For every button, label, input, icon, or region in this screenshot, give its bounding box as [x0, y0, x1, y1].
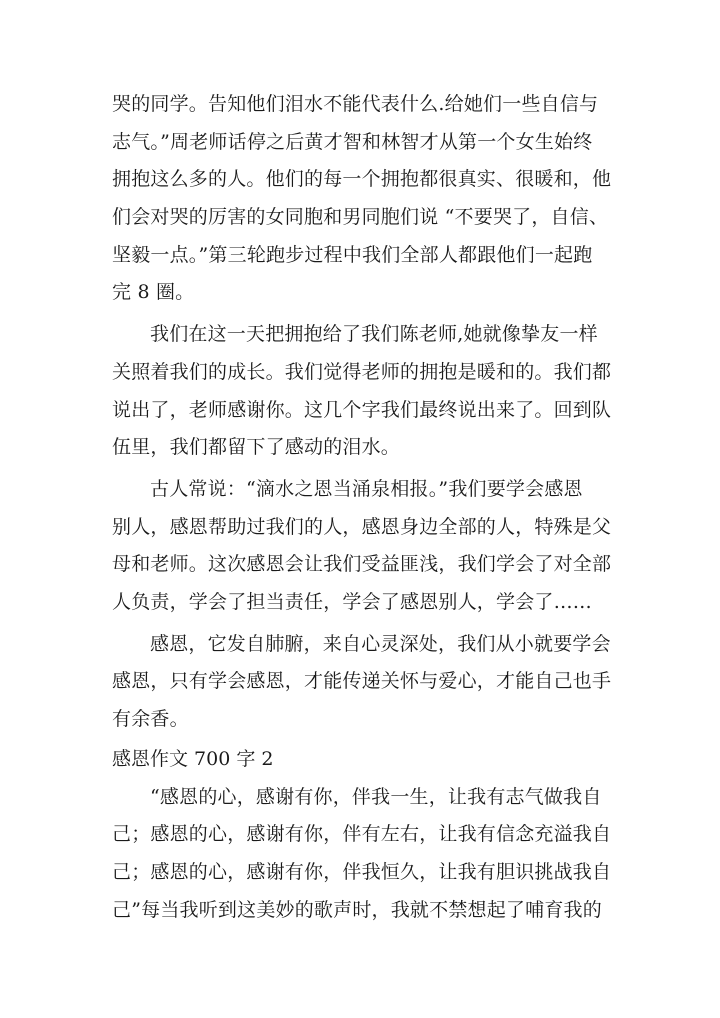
text-line: 人负责，学会了担当责任，学会了感恩别人，学会了…… [112, 590, 593, 613]
paragraph-5 [112, 779, 612, 930]
text-line: 母和老师。这次感恩会让我们受益匪浅，我们学会了对全部 [112, 553, 612, 576]
text-line: 完 8 圈。 [112, 281, 195, 304]
text-line: 拥抱这么多的人。他们的每一个拥抱都很真实、很暖和，他 [112, 168, 612, 191]
section-heading: 感恩作文 700 字 2 [112, 747, 274, 770]
text-line: 说出了，老师感谢你。这几个字我们最终说出来了。回到队 [112, 398, 612, 421]
text-line: 己；感恩的心，感谢有你，伴我恒久，让我有胆识挑战我自 [112, 861, 612, 884]
text-line: 有余香。 [112, 708, 189, 730]
text-line: 己”每当我听到这美妙的歌声时，我就不禁想起了哺育我的 [112, 898, 602, 921]
paragraph-3 [112, 471, 612, 622]
text-line: 哭的同学。告知他们泪水不能代表什么.给她们一些自信与 [112, 93, 599, 115]
paragraph-1 [112, 86, 612, 312]
paragraph-2 [112, 316, 612, 467]
text-line: 坚毅一点。”第三轮跑步过程中我们全部人都跟他们一起跑 [112, 243, 593, 266]
text-line: 感恩，它发自肺腑，来自心灵深处，我们从小就要学会 [150, 632, 611, 655]
text-line: 伍里，我们都留下了感动的泪水。 [112, 436, 401, 459]
text-line: 感恩，只有学会感恩，才能传递关怀与爱心，才能自己也手 [112, 670, 612, 693]
paragraph-4 [112, 626, 612, 739]
text-line: 古人常说：“滴水之恩当涌泉相报。”我们要学会感恩 [150, 477, 583, 500]
text-line: 们会对哭的厉害的女同胞和男同胞们说 “不要哭了，自信、 [112, 206, 609, 229]
document-page [112, 86, 612, 929]
text-line: 志气。”周老师话停之后黄才智和林智才从第一个女生始终 [112, 130, 593, 153]
text-line: 我们在这一天把拥抱给了我们陈老师,她就像挚友一样 [150, 323, 598, 346]
text-line: 关照着我们的成长。我们觉得老师的拥抱是暖和的。我们都 [112, 360, 612, 383]
text-line: 别人，感恩帮助过我们的人，感恩身边全部的人，特殊是父 [112, 515, 612, 538]
text-line: 己；感恩的心，感谢有你，伴有左右，让我有信念充溢我自 [112, 823, 612, 846]
text-line: “感恩的心，感谢有你，伴我一生，让我有志气做我自 [150, 785, 602, 808]
